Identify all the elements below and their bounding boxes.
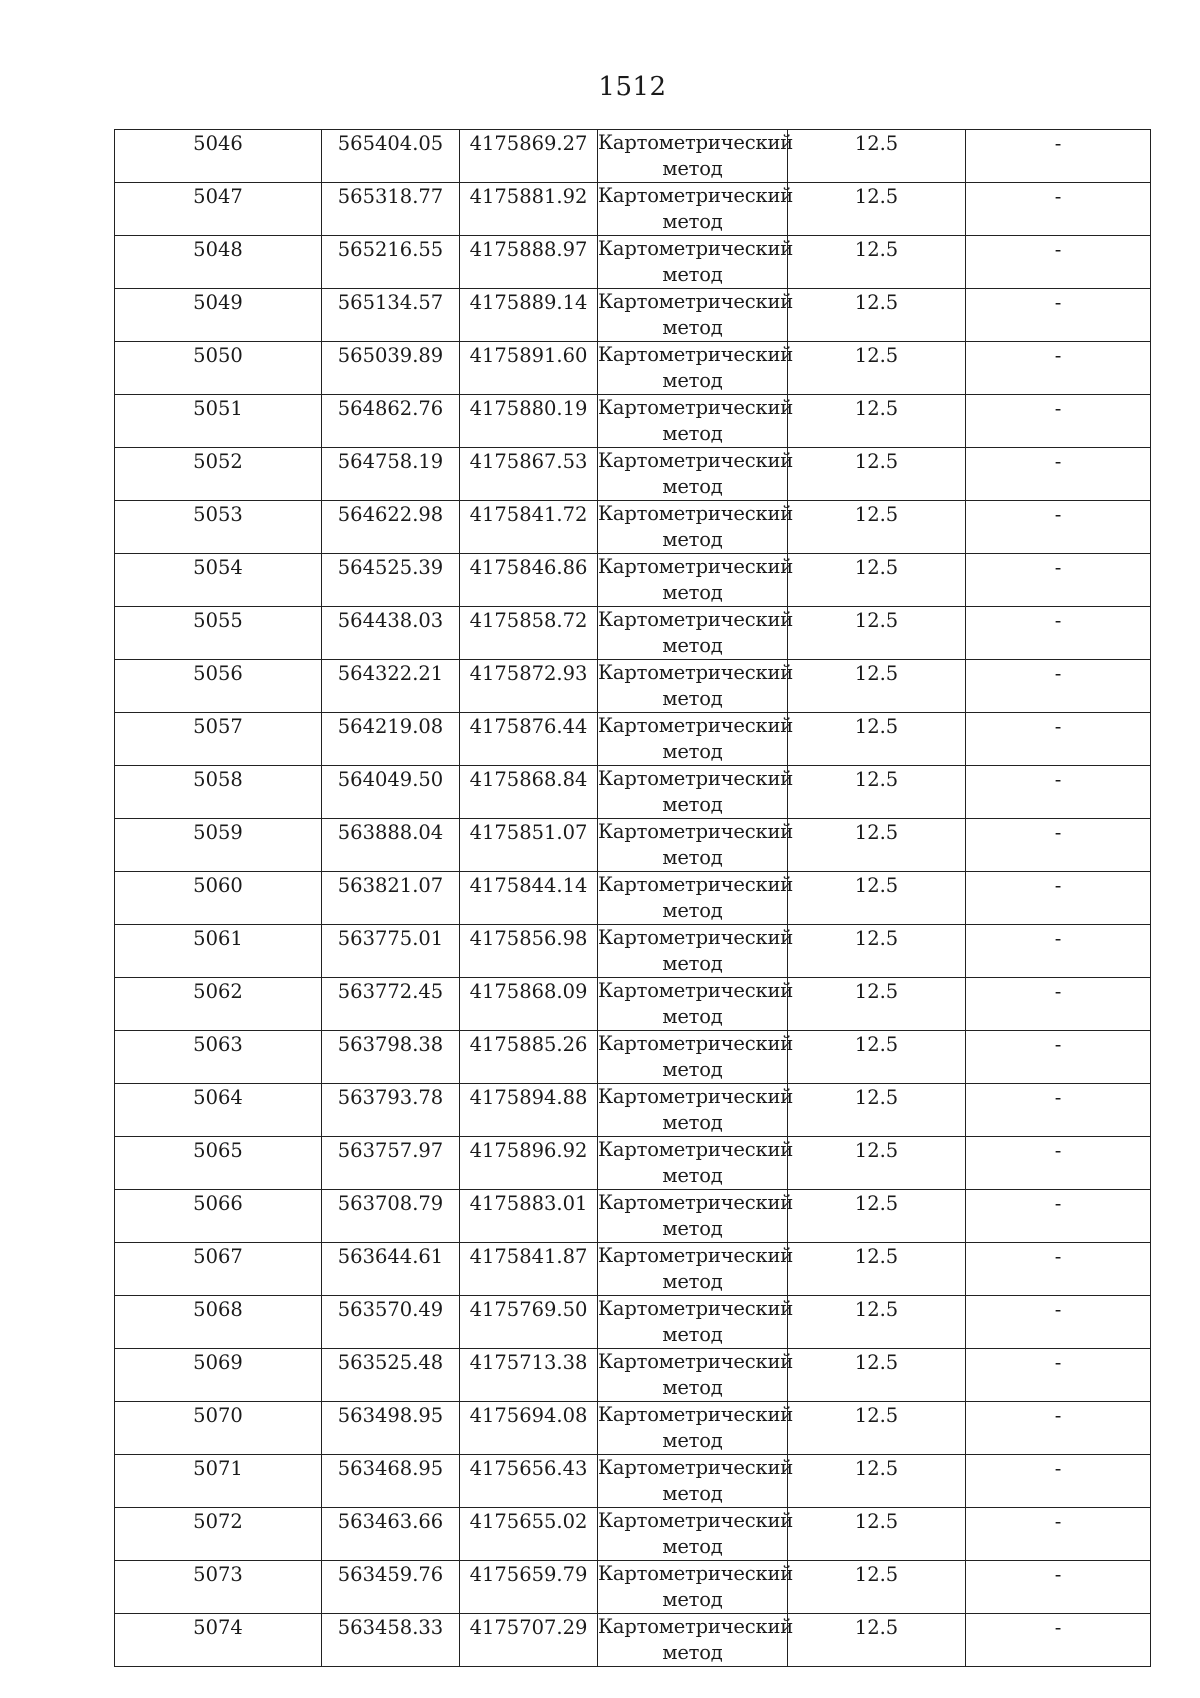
y-coordinate-cell: 4175891.60 [460,342,598,395]
method-cell [598,819,794,872]
table-row [115,1031,1151,1084]
table-row [115,607,1151,660]
note-cell: - [966,1031,1151,1084]
y-coordinate-cell: 4175713.38 [460,1349,598,1402]
y-coordinate-cell: 4175881.92 [460,183,598,236]
note-cell: - [966,1508,1151,1561]
page-number: 1512 [598,72,667,102]
method-label-line1: Картометрический [598,767,794,790]
point-number-cell: 5055 [115,607,322,660]
method-label-line2: метод [662,687,723,710]
note-cell: - [966,766,1151,819]
accuracy-cell: 12.5 [788,448,966,501]
point-number-cell: 5060 [115,872,322,925]
y-coordinate-cell: 4175858.72 [460,607,598,660]
accuracy-cell: 12.5 [788,766,966,819]
method-label-line1: Картометрический [598,1456,794,1479]
point-number-cell: 5052 [115,448,322,501]
method-cell [598,1402,794,1455]
method-label-line2: метод [662,952,723,975]
method-label-line1: Картометрический [598,926,794,949]
method-label-line2: метод [662,263,723,286]
method-label-line2: метод [662,1270,723,1293]
method-cell [598,1349,794,1402]
accuracy-cell: 12.5 [788,1614,966,1667]
method-cell [598,1508,794,1561]
accuracy-cell: 12.5 [788,607,966,660]
method-cell [598,872,794,925]
point-number-cell: 5047 [115,183,322,236]
x-coordinate-cell: 565318.77 [322,183,460,236]
y-coordinate-cell: 4175656.43 [460,1455,598,1508]
accuracy-cell: 12.5 [788,1349,966,1402]
point-number-cell: 5069 [115,1349,322,1402]
accuracy-cell: 12.5 [788,1031,966,1084]
method-label-line1: Картометрический [598,502,794,525]
method-cell [598,925,794,978]
x-coordinate-cell: 563888.04 [322,819,460,872]
point-number-cell: 5066 [115,1190,322,1243]
table-row [115,1137,1151,1190]
method-cell [598,766,794,819]
accuracy-cell: 12.5 [788,183,966,236]
x-coordinate-cell: 565404.05 [322,130,460,183]
method-label-line2: метод [662,581,723,604]
method-label-line1: Картометрический [598,396,794,419]
point-number-cell: 5057 [115,713,322,766]
y-coordinate-cell: 4175894.88 [460,1084,598,1137]
method-label-line1: Картометрический [598,820,794,843]
x-coordinate-cell: 563459.76 [322,1561,460,1614]
x-coordinate-cell: 563498.95 [322,1402,460,1455]
method-label-line2: метод [662,1164,723,1187]
method-label-line1: Картометрический [598,1562,794,1585]
x-coordinate-cell: 563570.49 [322,1296,460,1349]
y-coordinate-cell: 4175896.92 [460,1137,598,1190]
table-row [115,978,1151,1031]
note-cell: - [966,448,1151,501]
accuracy-cell: 12.5 [788,925,966,978]
table-row [115,236,1151,289]
method-label-line1: Картометрический [598,1138,794,1161]
y-coordinate-cell: 4175655.02 [460,1508,598,1561]
x-coordinate-cell: 565216.55 [322,236,460,289]
method-label-line1: Картометрический [598,979,794,1002]
method-label-line1: Картометрический [598,608,794,631]
accuracy-cell: 12.5 [788,1243,966,1296]
accuracy-cell: 12.5 [788,554,966,607]
method-cell [598,713,794,766]
point-number-cell: 5050 [115,342,322,395]
x-coordinate-cell: 564438.03 [322,607,460,660]
coordinates-table-body [115,130,1151,1667]
note-cell: - [966,501,1151,554]
table-row [115,448,1151,501]
point-number-cell: 5061 [115,925,322,978]
method-cell [598,1137,794,1190]
y-coordinate-cell: 4175867.53 [460,448,598,501]
y-coordinate-cell: 4175872.93 [460,660,598,713]
accuracy-cell: 12.5 [788,130,966,183]
method-label-line2: метод [662,634,723,657]
y-coordinate-cell: 4175880.19 [460,395,598,448]
point-number-cell: 5056 [115,660,322,713]
y-coordinate-cell: 4175869.27 [460,130,598,183]
method-cell [598,448,794,501]
point-number-cell: 5065 [115,1137,322,1190]
table-row [115,1614,1151,1667]
table-row [115,1190,1151,1243]
x-coordinate-cell: 563775.01 [322,925,460,978]
x-coordinate-cell: 565134.57 [322,289,460,342]
x-coordinate-cell: 564525.39 [322,554,460,607]
x-coordinate-cell: 563798.38 [322,1031,460,1084]
y-coordinate-cell: 4175694.08 [460,1402,598,1455]
y-coordinate-cell: 4175841.72 [460,501,598,554]
x-coordinate-cell: 565039.89 [322,342,460,395]
method-label-line1: Картометрический [598,1191,794,1214]
table-row [115,289,1151,342]
point-number-cell: 5051 [115,395,322,448]
point-number-cell: 5046 [115,130,322,183]
method-label-line1: Картометрический [598,343,794,366]
method-cell [598,501,794,554]
note-cell: - [966,130,1151,183]
point-number-cell: 5068 [115,1296,322,1349]
method-label-line2: метод [662,1111,723,1134]
x-coordinate-cell: 563757.97 [322,1137,460,1190]
note-cell: - [966,236,1151,289]
y-coordinate-cell: 4175851.07 [460,819,598,872]
table-row [115,130,1151,183]
note-cell: - [966,1243,1151,1296]
table-row [115,713,1151,766]
note-cell: - [966,713,1151,766]
point-number-cell: 5070 [115,1402,322,1455]
method-label-line1: Картометрический [598,1509,794,1532]
note-cell: - [966,872,1151,925]
table-row [115,554,1151,607]
method-label-line2: метод [662,899,723,922]
y-coordinate-cell: 4175889.14 [460,289,598,342]
method-label-line2: метод [662,475,723,498]
note-cell: - [966,978,1151,1031]
y-coordinate-cell: 4175883.01 [460,1190,598,1243]
method-label-line2: метод [662,1535,723,1558]
note-cell: - [966,1349,1151,1402]
point-number-cell: 5053 [115,501,322,554]
accuracy-cell: 12.5 [788,660,966,713]
table-row [115,925,1151,978]
method-label-line1: Картометрический [598,555,794,578]
x-coordinate-cell: 563525.48 [322,1349,460,1402]
y-coordinate-cell: 4175888.97 [460,236,598,289]
table-row [115,872,1151,925]
method-label-line2: метод [662,157,723,180]
y-coordinate-cell: 4175769.50 [460,1296,598,1349]
y-coordinate-cell: 4175876.44 [460,713,598,766]
note-cell: - [966,1137,1151,1190]
point-number-cell: 5062 [115,978,322,1031]
x-coordinate-cell: 563708.79 [322,1190,460,1243]
note-cell: - [966,1190,1151,1243]
method-cell [598,289,794,342]
point-number-cell: 5067 [115,1243,322,1296]
table-row [115,1455,1151,1508]
x-coordinate-cell: 564622.98 [322,501,460,554]
method-cell [598,660,794,713]
y-coordinate-cell: 4175856.98 [460,925,598,978]
method-label-line2: метод [662,1641,723,1664]
point-number-cell: 5063 [115,1031,322,1084]
method-label-line1: Картометрический [598,1085,794,1108]
method-cell [598,1031,794,1084]
x-coordinate-cell: 564862.76 [322,395,460,448]
note-cell: - [966,1614,1151,1667]
table-row [115,1402,1151,1455]
table-row [115,1508,1151,1561]
note-cell: - [966,342,1151,395]
method-label-line1: Картометрический [598,237,794,260]
point-number-cell: 5074 [115,1614,322,1667]
note-cell: - [966,554,1151,607]
method-label-line2: метод [662,1323,723,1346]
method-cell [598,554,794,607]
table-row [115,1243,1151,1296]
accuracy-cell: 12.5 [788,1455,966,1508]
accuracy-cell: 12.5 [788,978,966,1031]
accuracy-cell: 12.5 [788,1508,966,1561]
table-row [115,183,1151,236]
method-cell [598,1243,794,1296]
x-coordinate-cell: 563458.33 [322,1614,460,1667]
note-cell: - [966,660,1151,713]
x-coordinate-cell: 563463.66 [322,1508,460,1561]
method-cell [598,1455,794,1508]
point-number-cell: 5058 [115,766,322,819]
x-coordinate-cell: 563793.78 [322,1084,460,1137]
method-label-line2: метод [662,846,723,869]
method-label-line1: Картометрический [598,1615,794,1638]
table-row [115,819,1151,872]
table-row [115,660,1151,713]
method-label-line1: Картометрический [598,873,794,896]
accuracy-cell: 12.5 [788,342,966,395]
accuracy-cell: 12.5 [788,236,966,289]
table-row [115,1349,1151,1402]
method-label-line2: метод [662,528,723,551]
method-label-line1: Картометрический [598,131,794,154]
method-cell [598,342,794,395]
method-label-line1: Картометрический [598,1350,794,1373]
y-coordinate-cell: 4175885.26 [460,1031,598,1084]
note-cell: - [966,289,1151,342]
note-cell: - [966,183,1151,236]
method-label-line2: метод [662,1376,723,1399]
method-label-line1: Картометрический [598,1032,794,1055]
note-cell: - [966,1084,1151,1137]
point-number-cell: 5049 [115,289,322,342]
accuracy-cell: 12.5 [788,1561,966,1614]
point-number-cell: 5059 [115,819,322,872]
table-row [115,1561,1151,1614]
point-number-cell: 5071 [115,1455,322,1508]
x-coordinate-cell: 563772.45 [322,978,460,1031]
y-coordinate-cell: 4175707.29 [460,1614,598,1667]
note-cell: - [966,819,1151,872]
accuracy-cell: 12.5 [788,501,966,554]
y-coordinate-cell: 4175868.84 [460,766,598,819]
point-number-cell: 5054 [115,554,322,607]
method-label-line2: метод [662,1217,723,1240]
method-label-line2: метод [662,210,723,233]
method-label-line1: Картометрический [598,661,794,684]
accuracy-cell: 12.5 [788,713,966,766]
method-cell [598,1561,794,1614]
note-cell: - [966,1402,1151,1455]
method-cell [598,1084,794,1137]
y-coordinate-cell: 4175868.09 [460,978,598,1031]
note-cell: - [966,1296,1151,1349]
y-coordinate-cell: 4175841.87 [460,1243,598,1296]
x-coordinate-cell: 564758.19 [322,448,460,501]
point-number-cell: 5073 [115,1561,322,1614]
y-coordinate-cell: 4175846.86 [460,554,598,607]
method-label-line2: метод [662,1482,723,1505]
point-number-cell: 5064 [115,1084,322,1137]
method-label-line2: метод [662,1588,723,1611]
method-label-line2: метод [662,793,723,816]
method-cell [598,183,794,236]
method-cell [598,607,794,660]
accuracy-cell: 12.5 [788,819,966,872]
method-cell [598,395,794,448]
accuracy-cell: 12.5 [788,289,966,342]
x-coordinate-cell: 563821.07 [322,872,460,925]
x-coordinate-cell: 563644.61 [322,1243,460,1296]
method-label-line1: Картометрический [598,449,794,472]
accuracy-cell: 12.5 [788,1190,966,1243]
method-label-line2: метод [662,740,723,763]
method-cell [598,1190,794,1243]
method-cell [598,130,794,183]
accuracy-cell: 12.5 [788,872,966,925]
method-label-line1: Картометрический [598,714,794,737]
y-coordinate-cell: 4175659.79 [460,1561,598,1614]
accuracy-cell: 12.5 [788,395,966,448]
y-coordinate-cell: 4175844.14 [460,872,598,925]
table-row [115,766,1151,819]
accuracy-cell: 12.5 [788,1137,966,1190]
accuracy-cell: 12.5 [788,1402,966,1455]
method-label-line1: Картометрический [598,184,794,207]
method-label-line2: метод [662,422,723,445]
method-label-line2: метод [662,1058,723,1081]
accuracy-cell: 12.5 [788,1296,966,1349]
method-cell [598,1614,794,1667]
accuracy-cell: 12.5 [788,1084,966,1137]
note-cell: - [966,1455,1151,1508]
coordinates-table [114,129,1151,1667]
table-row [115,342,1151,395]
method-cell [598,978,794,1031]
note-cell: - [966,607,1151,660]
table-row [115,501,1151,554]
method-label-line1: Картометрический [598,1297,794,1320]
table-row [115,1296,1151,1349]
note-cell: - [966,1561,1151,1614]
table-row [115,395,1151,448]
point-number-cell: 5072 [115,1508,322,1561]
method-label-line1: Картометрический [598,1403,794,1426]
method-cell [598,236,794,289]
x-coordinate-cell: 563468.95 [322,1455,460,1508]
note-cell: - [966,395,1151,448]
point-number-cell: 5048 [115,236,322,289]
note-cell: - [966,925,1151,978]
method-label-line1: Картометрический [598,290,794,313]
method-label-line2: метод [662,1005,723,1028]
x-coordinate-cell: 564322.21 [322,660,460,713]
method-cell [598,1296,794,1349]
table-row [115,1084,1151,1137]
x-coordinate-cell: 564049.50 [322,766,460,819]
x-coordinate-cell: 564219.08 [322,713,460,766]
method-label-line1: Картометрический [598,1244,794,1267]
method-label-line2: метод [662,1429,723,1452]
method-label-line2: метод [662,369,723,392]
method-label-line2: метод [662,316,723,339]
